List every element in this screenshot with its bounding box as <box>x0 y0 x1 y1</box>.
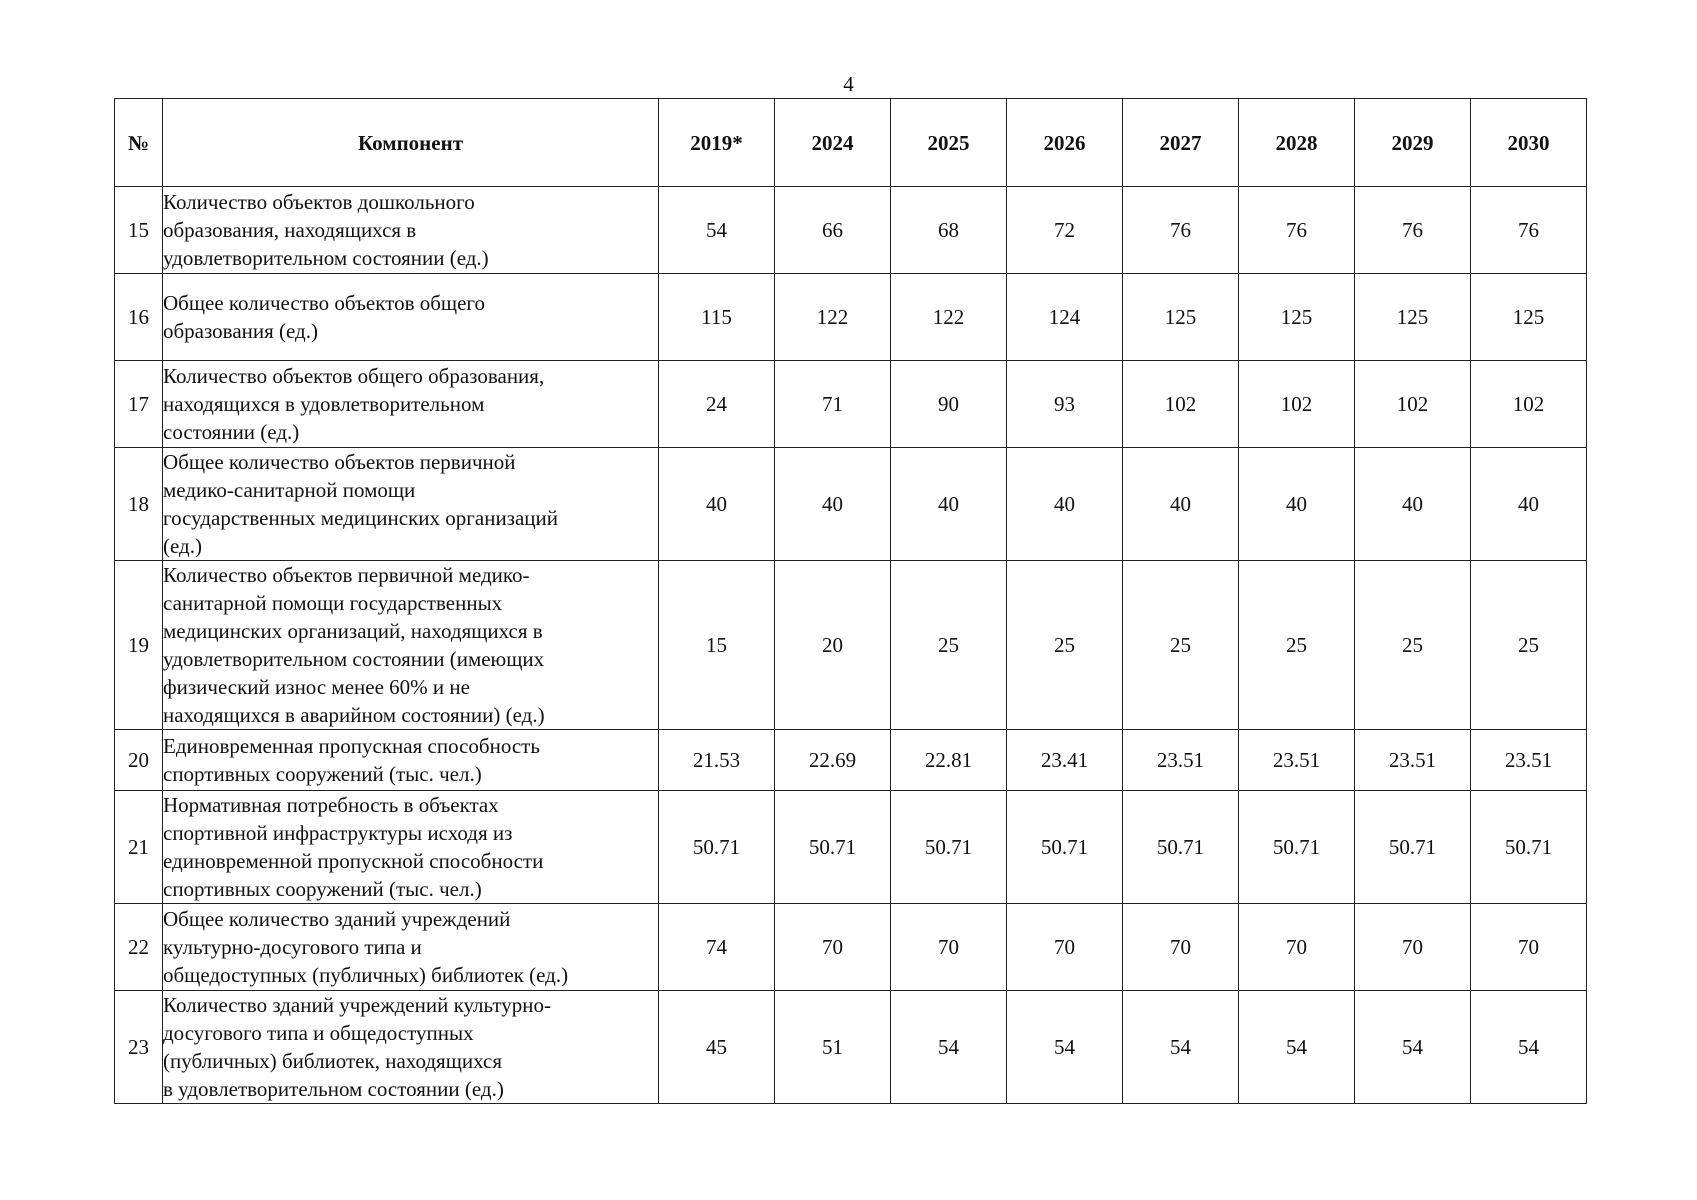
value-cell: 25 <box>1239 561 1355 730</box>
value-cell: 102 <box>1123 361 1239 448</box>
value-cell: 40 <box>1471 448 1587 561</box>
component-text-line: медико-санитарной помощи <box>163 478 416 502</box>
component-text-line: досугового типа и общедоступных <box>163 1021 474 1045</box>
component-text-line: (ед.) <box>163 534 202 558</box>
value-cell: 15 <box>659 561 775 730</box>
value-cell: 24 <box>659 361 775 448</box>
value-cell: 72 <box>1007 187 1123 274</box>
row-number: 17 <box>115 361 163 448</box>
table-row <box>115 274 1587 361</box>
component-text-line: Количество объектов дошкольного <box>163 190 475 214</box>
header-row <box>115 99 1587 187</box>
value-cell: 122 <box>891 274 1007 361</box>
value-cell: 54 <box>1239 991 1355 1104</box>
value-cell: 66 <box>775 187 891 274</box>
component-text-line: образования (ед.) <box>163 319 318 343</box>
row-number: 22 <box>115 904 163 991</box>
value-cell: 70 <box>1355 904 1471 991</box>
component-text-line: удовлетворительном состоянии (ед.) <box>163 246 489 270</box>
component-cell <box>163 561 659 730</box>
value-cell: 50.71 <box>1007 791 1123 904</box>
value-cell: 125 <box>1355 274 1471 361</box>
component-text-line: Нормативная потребность в объектах <box>163 793 499 817</box>
value-cell: 54 <box>891 991 1007 1104</box>
component-text-line: Общее количество объектов первичной <box>163 450 516 474</box>
value-cell: 70 <box>1239 904 1355 991</box>
value-cell: 54 <box>659 187 775 274</box>
table-row <box>115 791 1587 904</box>
value-cell: 50.71 <box>775 791 891 904</box>
component-text-line: спортивных сооружений (тыс. чел.) <box>163 877 482 901</box>
header-cell-year: 2030 <box>1471 99 1587 187</box>
value-cell: 68 <box>891 187 1007 274</box>
component-cell <box>163 904 659 991</box>
value-cell: 76 <box>1355 187 1471 274</box>
value-cell: 54 <box>1007 991 1123 1104</box>
component-text-line: Общее количество зданий учреждений <box>163 907 511 931</box>
value-cell: 54 <box>1471 991 1587 1104</box>
value-cell: 51 <box>775 991 891 1104</box>
value-cell: 25 <box>1123 561 1239 730</box>
table-row <box>115 187 1587 274</box>
component-text-line: спортивных сооружений (тыс. чел.) <box>163 762 482 786</box>
row-number: 15 <box>115 187 163 274</box>
value-cell: 45 <box>659 991 775 1104</box>
value-cell: 40 <box>775 448 891 561</box>
value-cell: 23.51 <box>1355 730 1471 791</box>
value-cell: 40 <box>1007 448 1123 561</box>
value-cell: 122 <box>775 274 891 361</box>
component-text-line: Единовременная пропускная способность <box>163 734 540 758</box>
value-cell: 50.71 <box>1239 791 1355 904</box>
row-number: 23 <box>115 991 163 1104</box>
header-cell-year: 2027 <box>1123 99 1239 187</box>
header-cell-component: Компонент <box>163 99 659 187</box>
value-cell: 54 <box>1123 991 1239 1104</box>
component-text-line: государственных медицинских организаций <box>163 506 559 530</box>
value-cell: 40 <box>1239 448 1355 561</box>
table-row <box>115 561 1587 730</box>
component-cell <box>163 730 659 791</box>
row-number: 21 <box>115 791 163 904</box>
value-cell: 23.51 <box>1123 730 1239 791</box>
component-cell <box>163 991 659 1104</box>
component-cell <box>163 448 659 561</box>
value-cell: 102 <box>1471 361 1587 448</box>
table-row <box>115 991 1587 1104</box>
component-text-line: общедоступных (публичных) библиотек (ед.) <box>163 963 569 987</box>
value-cell: 25 <box>1471 561 1587 730</box>
value-cell: 23.51 <box>1239 730 1355 791</box>
value-cell: 125 <box>1123 274 1239 361</box>
component-text-line: (публичных) библиотек, находящихся <box>163 1049 502 1073</box>
value-cell: 25 <box>891 561 1007 730</box>
component-text-line: в удовлетворительном состоянии (ед.) <box>163 1077 504 1101</box>
header-cell-year: 2028 <box>1239 99 1355 187</box>
value-cell: 90 <box>891 361 1007 448</box>
value-cell: 70 <box>891 904 1007 991</box>
table-body <box>115 187 1587 1104</box>
value-cell: 22.81 <box>891 730 1007 791</box>
value-cell: 50.71 <box>1123 791 1239 904</box>
component-text-line: Количество объектов общего образования, <box>163 364 545 388</box>
component-text-line: санитарной помощи государственных <box>163 591 503 615</box>
value-cell: 76 <box>1239 187 1355 274</box>
component-text-line: культурно-досугового типа и <box>163 935 422 959</box>
component-cell <box>163 791 659 904</box>
value-cell: 102 <box>1239 361 1355 448</box>
value-cell: 102 <box>1355 361 1471 448</box>
value-cell: 40 <box>1355 448 1471 561</box>
value-cell: 70 <box>775 904 891 991</box>
value-cell: 50.71 <box>659 791 775 904</box>
component-text-line: Количество зданий учреждений культурно- <box>163 993 551 1017</box>
component-text-line: спортивной инфраструктуры исходя из <box>163 821 513 845</box>
component-cell <box>163 187 659 274</box>
value-cell: 54 <box>1355 991 1471 1104</box>
table-row <box>115 904 1587 991</box>
row-number: 20 <box>115 730 163 791</box>
value-cell: 25 <box>1355 561 1471 730</box>
value-cell: 22.69 <box>775 730 891 791</box>
component-text-line: единовременной пропускной способности <box>163 849 544 873</box>
value-cell: 50.71 <box>891 791 1007 904</box>
value-cell: 70 <box>1123 904 1239 991</box>
value-cell: 115 <box>659 274 775 361</box>
row-number: 19 <box>115 561 163 730</box>
value-cell: 40 <box>891 448 1007 561</box>
header-cell-year: 2026 <box>1007 99 1123 187</box>
component-text-line: образования, находящихся в <box>163 218 417 242</box>
row-number: 16 <box>115 274 163 361</box>
value-cell: 93 <box>1007 361 1123 448</box>
value-cell: 71 <box>775 361 891 448</box>
value-cell: 125 <box>1471 274 1587 361</box>
component-cell <box>163 361 659 448</box>
component-text-line: состоянии (ед.) <box>163 420 300 444</box>
value-cell: 23.41 <box>1007 730 1123 791</box>
value-cell: 76 <box>1123 187 1239 274</box>
component-text-line: находящихся в удовлетворительном <box>163 392 485 416</box>
value-cell: 40 <box>659 448 775 561</box>
component-cell <box>163 274 659 361</box>
value-cell: 23.51 <box>1471 730 1587 791</box>
header-cell-number: № <box>115 99 163 187</box>
value-cell: 50.71 <box>1471 791 1587 904</box>
component-text-line: находящихся в аварийном состоянии) (ед.) <box>163 703 545 727</box>
table-row <box>115 361 1587 448</box>
component-text-line: медицинских организаций, находящихся в <box>163 619 543 643</box>
header-cell-year: 2019* <box>659 99 775 187</box>
value-cell: 40 <box>1123 448 1239 561</box>
header-cell-year: 2029 <box>1355 99 1471 187</box>
value-cell: 20 <box>775 561 891 730</box>
component-text-line: физический износ менее 60% и не <box>163 675 470 699</box>
value-cell: 124 <box>1007 274 1123 361</box>
value-cell: 125 <box>1239 274 1355 361</box>
row-number: 18 <box>115 448 163 561</box>
header-cell-year: 2025 <box>891 99 1007 187</box>
header-cell-year: 2024 <box>775 99 891 187</box>
page-number: 4 <box>843 72 854 96</box>
data-table <box>114 98 1587 1104</box>
value-cell: 21.53 <box>659 730 775 791</box>
value-cell: 50.71 <box>1355 791 1471 904</box>
value-cell: 70 <box>1007 904 1123 991</box>
value-cell: 25 <box>1007 561 1123 730</box>
value-cell: 74 <box>659 904 775 991</box>
value-cell: 76 <box>1471 187 1587 274</box>
value-cell: 70 <box>1471 904 1587 991</box>
table-row <box>115 448 1587 561</box>
table-row <box>115 730 1587 791</box>
component-text-line: удовлетворительном состоянии (имеющих <box>163 647 545 671</box>
component-text-line: Количество объектов первичной медико- <box>163 563 530 587</box>
component-text-line: Общее количество объектов общего <box>163 291 486 315</box>
